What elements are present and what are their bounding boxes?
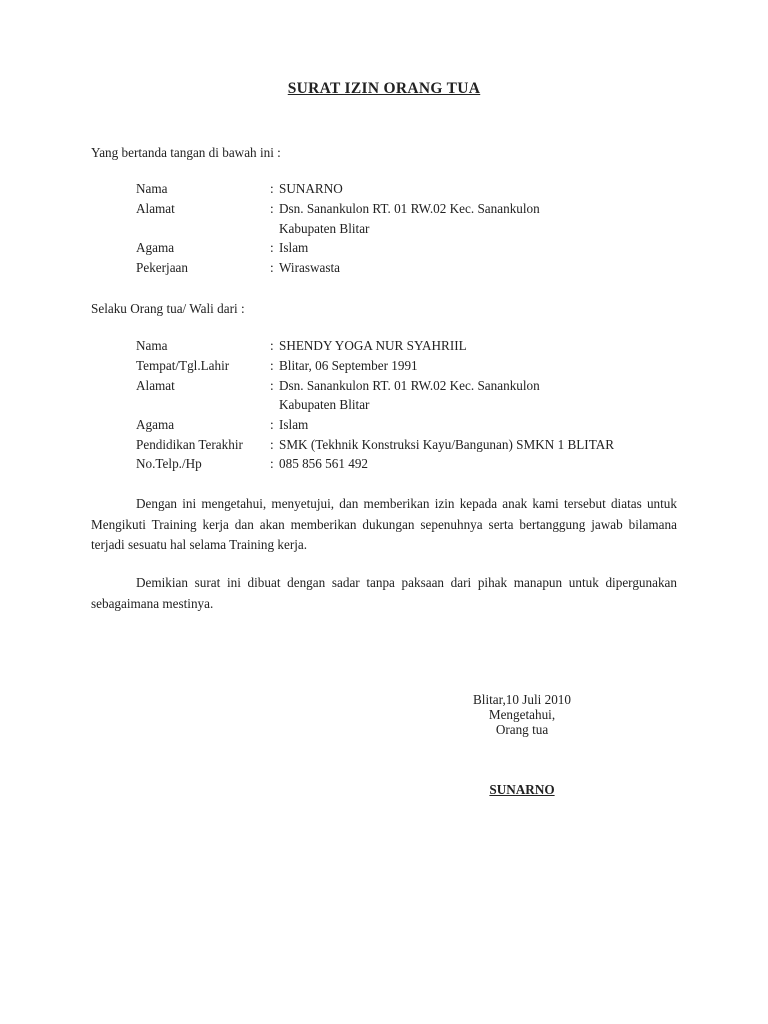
parent-pekerjaan-row — [0, 260, 768, 279]
field-value: Islam — [279, 417, 309, 432]
field-colon: : — [270, 201, 274, 216]
signature-name: SUNARNO — [489, 782, 555, 797]
field-value: Kabupaten Blitar — [279, 397, 370, 412]
field-value: Islam — [279, 240, 309, 255]
parent-agama-row — [0, 240, 768, 259]
parent-nama-row — [0, 181, 768, 200]
child-nama-row — [0, 338, 768, 357]
field-label: Agama — [136, 240, 175, 255]
field-colon: : — [270, 456, 274, 471]
field-value: SUNARNO — [279, 181, 343, 196]
field-value: 085 856 561 492 — [279, 456, 369, 471]
field-label: Agama — [136, 417, 175, 432]
field-colon: : — [270, 437, 274, 452]
field-label: Pekerjaan — [136, 260, 188, 275]
field-label: Alamat — [136, 201, 175, 216]
field-label: Nama — [136, 181, 168, 196]
field-colon: : — [270, 338, 274, 353]
field-value: Dsn. Sanankulon RT. 01 RW.02 Kec. Sanankulon — [279, 201, 540, 216]
child-alamat-row — [0, 378, 768, 397]
field-label: No.Telp./Hp — [136, 456, 202, 471]
page-title: SURAT IZIN ORANG TUA — [287, 80, 481, 97]
intro-text: Yang bertanda tangan di bawah ini : — [91, 145, 281, 160]
signature-role: Orang tua — [495, 722, 549, 737]
parent-alamat-cont-row — [0, 221, 768, 240]
child-agama-row — [0, 417, 768, 436]
field-colon: : — [270, 358, 274, 373]
signature-acknowledged: Mengetahui, — [488, 707, 556, 722]
field-value: SMK (Tekhnik Konstruksi Kayu/Bangunan) SMKN 1 BLITAR — [279, 437, 615, 452]
field-value: Blitar, 06 September 1991 — [279, 358, 418, 373]
child-alamat-cont-row — [0, 397, 768, 416]
field-value: Dsn. Sanankulon RT. 01 RW.02 Kec. Sanankulon — [279, 378, 540, 393]
field-value: SHENDY YOGA NUR SYAHRIIL — [279, 338, 467, 353]
field-value: Kabupaten Blitar — [279, 221, 370, 236]
child-pendidikan-row — [0, 437, 768, 456]
field-colon: : — [270, 417, 274, 432]
field-label: Alamat — [136, 378, 175, 393]
field-colon: : — [270, 378, 274, 393]
body-paragraph-consent: Dengan ini mengetahui, menyetujui, dan memberikan izin kepada anak kami tersebut diatas untuk Mengikuti Training kerja dan akan memberikan dukungan sepenuhnya serta bertanggung jawab bilamana terjadi sesuatu hal selama Training kerja. — [91, 496, 677, 552]
signature-place-date: Blitar,10 Juli 2010 — [472, 692, 571, 707]
body-paragraph-closing: Demikian surat ini dibuat dengan sadar tanpa paksaan dari pihak manapun untuk dipergunakan sebagaimana mestinya. — [91, 575, 677, 611]
child-ttl-row — [0, 358, 768, 377]
field-value: Wiraswasta — [279, 260, 340, 275]
field-colon: : — [270, 260, 274, 275]
field-label: Tempat/Tgl.Lahir — [136, 358, 230, 373]
field-colon: : — [270, 181, 274, 196]
child-telp-row — [0, 456, 768, 475]
field-colon: : — [270, 240, 274, 255]
field-label: Pendidikan Terakhir — [136, 437, 243, 452]
field-label: Nama — [136, 338, 168, 353]
guardian-intro-text: Selaku Orang tua/ Wali dari : — [91, 301, 245, 316]
parent-alamat-row — [0, 201, 768, 220]
